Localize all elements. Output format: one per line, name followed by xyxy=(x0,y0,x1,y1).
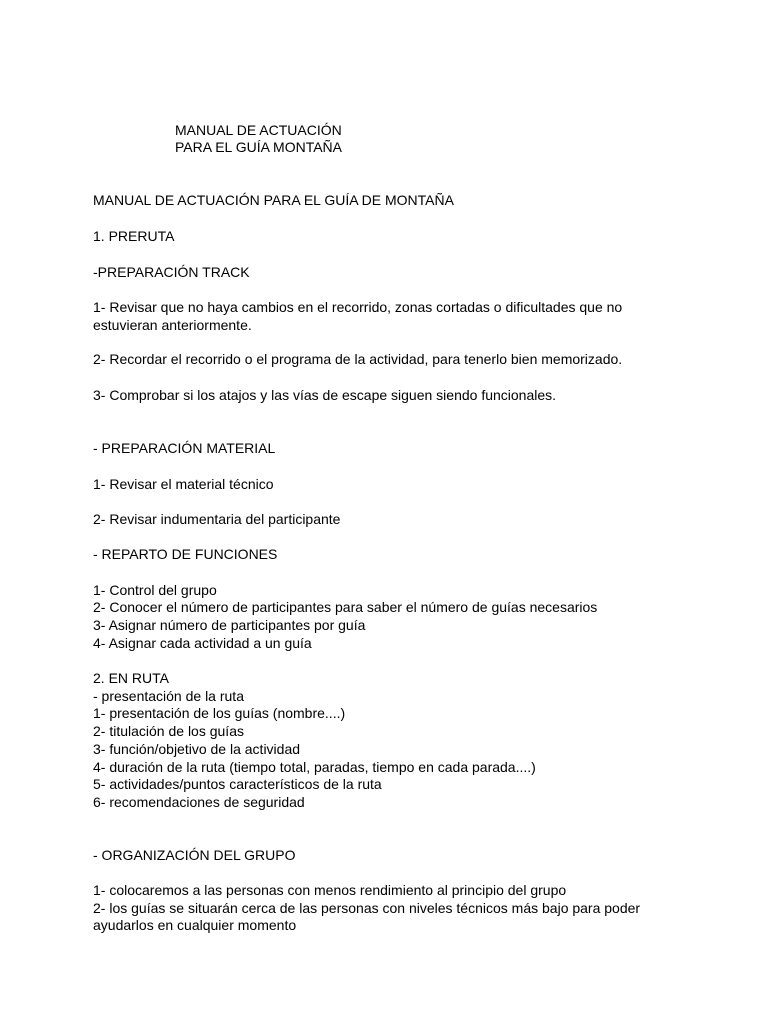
functions-heading: - REPARTO DE FUNCIONES xyxy=(93,546,278,562)
organization-heading: - ORGANIZACIÓN DEL GRUPO xyxy=(93,847,296,863)
functions-item-2: 2- Conocer el número de participantes para saber el número de guías necesarios xyxy=(93,599,598,615)
track-item-2: 2- Recordar el recorrido o el programa de la actividad, para tenerlo bien memorizado. xyxy=(93,351,623,367)
route-item-1: 1- presentación de los guías (nombre....) xyxy=(93,705,346,721)
track-item-1-line-2: estuvieran anteriormente. xyxy=(93,317,252,333)
track-heading: -PREPARACIÓN TRACK xyxy=(93,264,250,280)
route-item-6: 6- recomendaciones de seguridad xyxy=(93,794,305,810)
header-title-line-2: PARA EL GUÍA MONTAÑA xyxy=(175,139,343,155)
organization-item-2-line-1: 2- los guías se situarán cerca de las personas con niveles técnicos más bajo para poder xyxy=(93,900,641,916)
document-title: MANUAL DE ACTUACIÓN PARA EL GUÍA DE MONTAÑA xyxy=(93,192,454,208)
material-item-2: 2- Revisar indumentaria del participante xyxy=(93,511,341,527)
material-heading: - PREPARACIÓN MATERIAL xyxy=(93,440,276,456)
section-2-subheading: - presentación de la ruta xyxy=(93,688,244,704)
section-1-heading: 1. PRERUTA xyxy=(93,228,175,244)
functions-item-3: 3- Asignar número de participantes por guía xyxy=(93,617,366,633)
route-item-5: 5- actividades/puntos característicos de la ruta xyxy=(93,776,382,792)
route-item-3: 3- función/objetivo de la actividad xyxy=(93,741,301,757)
material-item-1: 1- Revisar el material técnico xyxy=(93,476,274,492)
functions-item-1: 1- Control del grupo xyxy=(93,582,217,598)
track-item-1-line-1: 1- Revisar que no haya cambios en el recorrido, zonas cortadas o dificultades que no xyxy=(93,299,623,315)
route-item-4: 4- duración de la ruta (tiempo total, paradas, tiempo en cada parada....) xyxy=(93,759,536,775)
section-2-heading: 2. EN RUTA xyxy=(93,670,169,686)
track-item-3: 3- Comprobar si los atajos y las vías de escape siguen siendo funcionales. xyxy=(93,387,557,403)
route-item-2: 2- titulación de los guías xyxy=(93,723,244,739)
organization-item-1: 1- colocaremos a las personas con menos rendimiento al principio del grupo xyxy=(93,882,567,898)
organization-item-2-line-2: ayudarlos en cualquier momento xyxy=(93,917,297,933)
header-title-line-1: MANUAL DE ACTUACIÓN xyxy=(175,122,342,138)
functions-item-4: 4- Asignar cada actividad a un guía xyxy=(93,635,312,651)
